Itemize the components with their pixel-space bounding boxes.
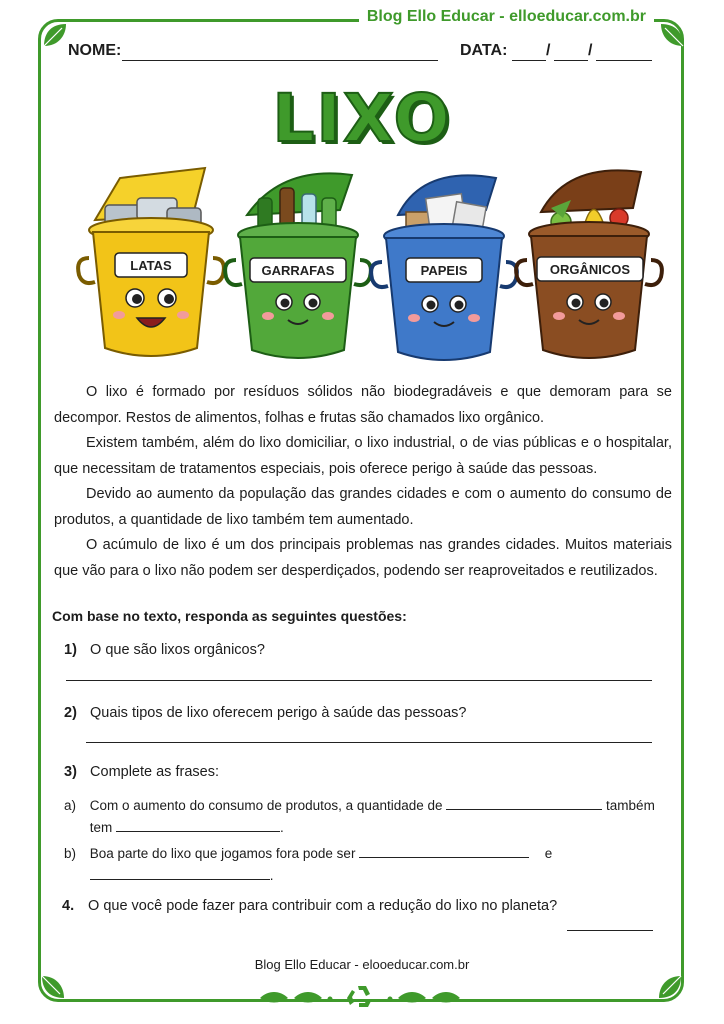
paragraph: O lixo é formado por resíduos sólidos não biodegradáveis e que demoram para se decompor. Restos de alimentos, folhas e frutas são chamados lixo orgânico. — [54, 384, 672, 426]
leaf-icon — [260, 992, 288, 1003]
bin-papers — [371, 175, 517, 360]
page-title: LIXO — [272, 80, 452, 157]
leaf-icon — [294, 992, 322, 1003]
bin-organic-lid — [541, 170, 641, 212]
sub-question-text: . — [269, 868, 274, 883]
fill-blank[interactable] — [446, 797, 602, 810]
blog-header-text: Blog Ello Educar - elloeducar.com.br — [359, 8, 654, 25]
sub-question-letter: a) — [64, 798, 77, 813]
question-1 — [64, 642, 265, 658]
footer: Blog Ello Educar - elooeducar.com.br — [254, 957, 470, 972]
question-number: 1) — [64, 642, 77, 658]
bin-cans — [78, 168, 224, 356]
paragraph: Existem também, além do lixo domiciliar, o lixo industrial, o de vias públicas e o hospitalar, que necessitam de tratamentos especiais, pois oferece perigo à saúde das pessoas. — [54, 435, 672, 477]
question-number: 3) — [64, 764, 77, 780]
paragraph: Devido ao aumento da população das grandes cidades e com o aumento do consumo de produtos, a quantidade de lixo também tem aumentado. — [54, 486, 672, 528]
question-text: O que são lixos orgânicos? — [90, 642, 265, 658]
bin-label: GARRAFAS — [261, 263, 335, 278]
leaf-icon — [398, 992, 426, 1003]
fill-blank[interactable] — [90, 867, 270, 880]
question-text: O que você pode fazer para contribuir com a redução do lixo no planeta? — [88, 898, 558, 914]
recycle-icon — [347, 986, 372, 1007]
answer-line-4[interactable] — [567, 930, 653, 931]
date-year-field[interactable] — [596, 60, 652, 61]
trash-bins-illustration — [75, 160, 665, 370]
name-label: NOME: — [68, 42, 122, 59]
question-text: Quais tipos de lixo oferecem perigo à saúde das pessoas? — [90, 705, 467, 721]
question-text: Complete as frases: — [90, 764, 219, 780]
bin-label: ORGÂNICOS — [549, 262, 631, 277]
date-separator: / — [546, 42, 551, 59]
leaf-bottom-right-icon — [655, 972, 685, 1002]
bin-organic — [516, 170, 662, 358]
footer-decoration — [250, 982, 470, 1012]
question-number: 2) — [64, 705, 77, 721]
sub-question-letter: b) — [64, 846, 77, 861]
text-body — [54, 380, 672, 584]
sub-question-text: . — [280, 820, 284, 835]
date-separator: / — [588, 42, 593, 59]
header-row — [68, 42, 654, 66]
sub-question-text: Boa parte do lixo que jogamos fora pode ser — [89, 846, 356, 861]
question-number: 4. — [62, 898, 75, 914]
sub-question-text: tem — [89, 820, 113, 835]
question-3b — [64, 843, 674, 887]
questions-intro: Com base no texto, responda as seguintes questões: — [52, 608, 407, 624]
answer-line-1[interactable] — [66, 680, 652, 681]
question-3a — [64, 795, 674, 839]
date-month-field[interactable] — [554, 60, 588, 61]
bin-bottles — [225, 173, 371, 358]
answer-line-2[interactable] — [86, 742, 652, 743]
leaf-bottom-left-icon — [38, 972, 68, 1002]
sub-question-text: Com o aumento do consumo de produtos, a quantidade de — [89, 798, 443, 813]
leaf-icon — [432, 992, 460, 1003]
question-3 — [64, 764, 219, 780]
question-2 — [64, 705, 466, 721]
fill-blank[interactable] — [359, 845, 529, 858]
sub-question-text: também — [606, 798, 655, 813]
paragraph: O acúmulo de lixo é um dos principais problemas nas grandes cidades. Muitos materiais que vão para o lixo não podem ser desperdiçados, podendo ser reaproveitados e reutilizados. — [54, 537, 672, 579]
date-day-field[interactable] — [512, 60, 546, 61]
blog-header — [0, 8, 724, 26]
bin-label: PAPEIS — [420, 263, 468, 278]
dot-icon — [328, 997, 333, 1002]
bin-label: LATAS — [130, 258, 172, 273]
fill-blank[interactable] — [116, 819, 280, 832]
sub-question-text: e — [544, 846, 553, 861]
date-label: DATA: — [460, 42, 508, 59]
name-field[interactable] — [122, 60, 438, 61]
dot-icon — [388, 997, 393, 1002]
question-4 — [62, 898, 557, 914]
